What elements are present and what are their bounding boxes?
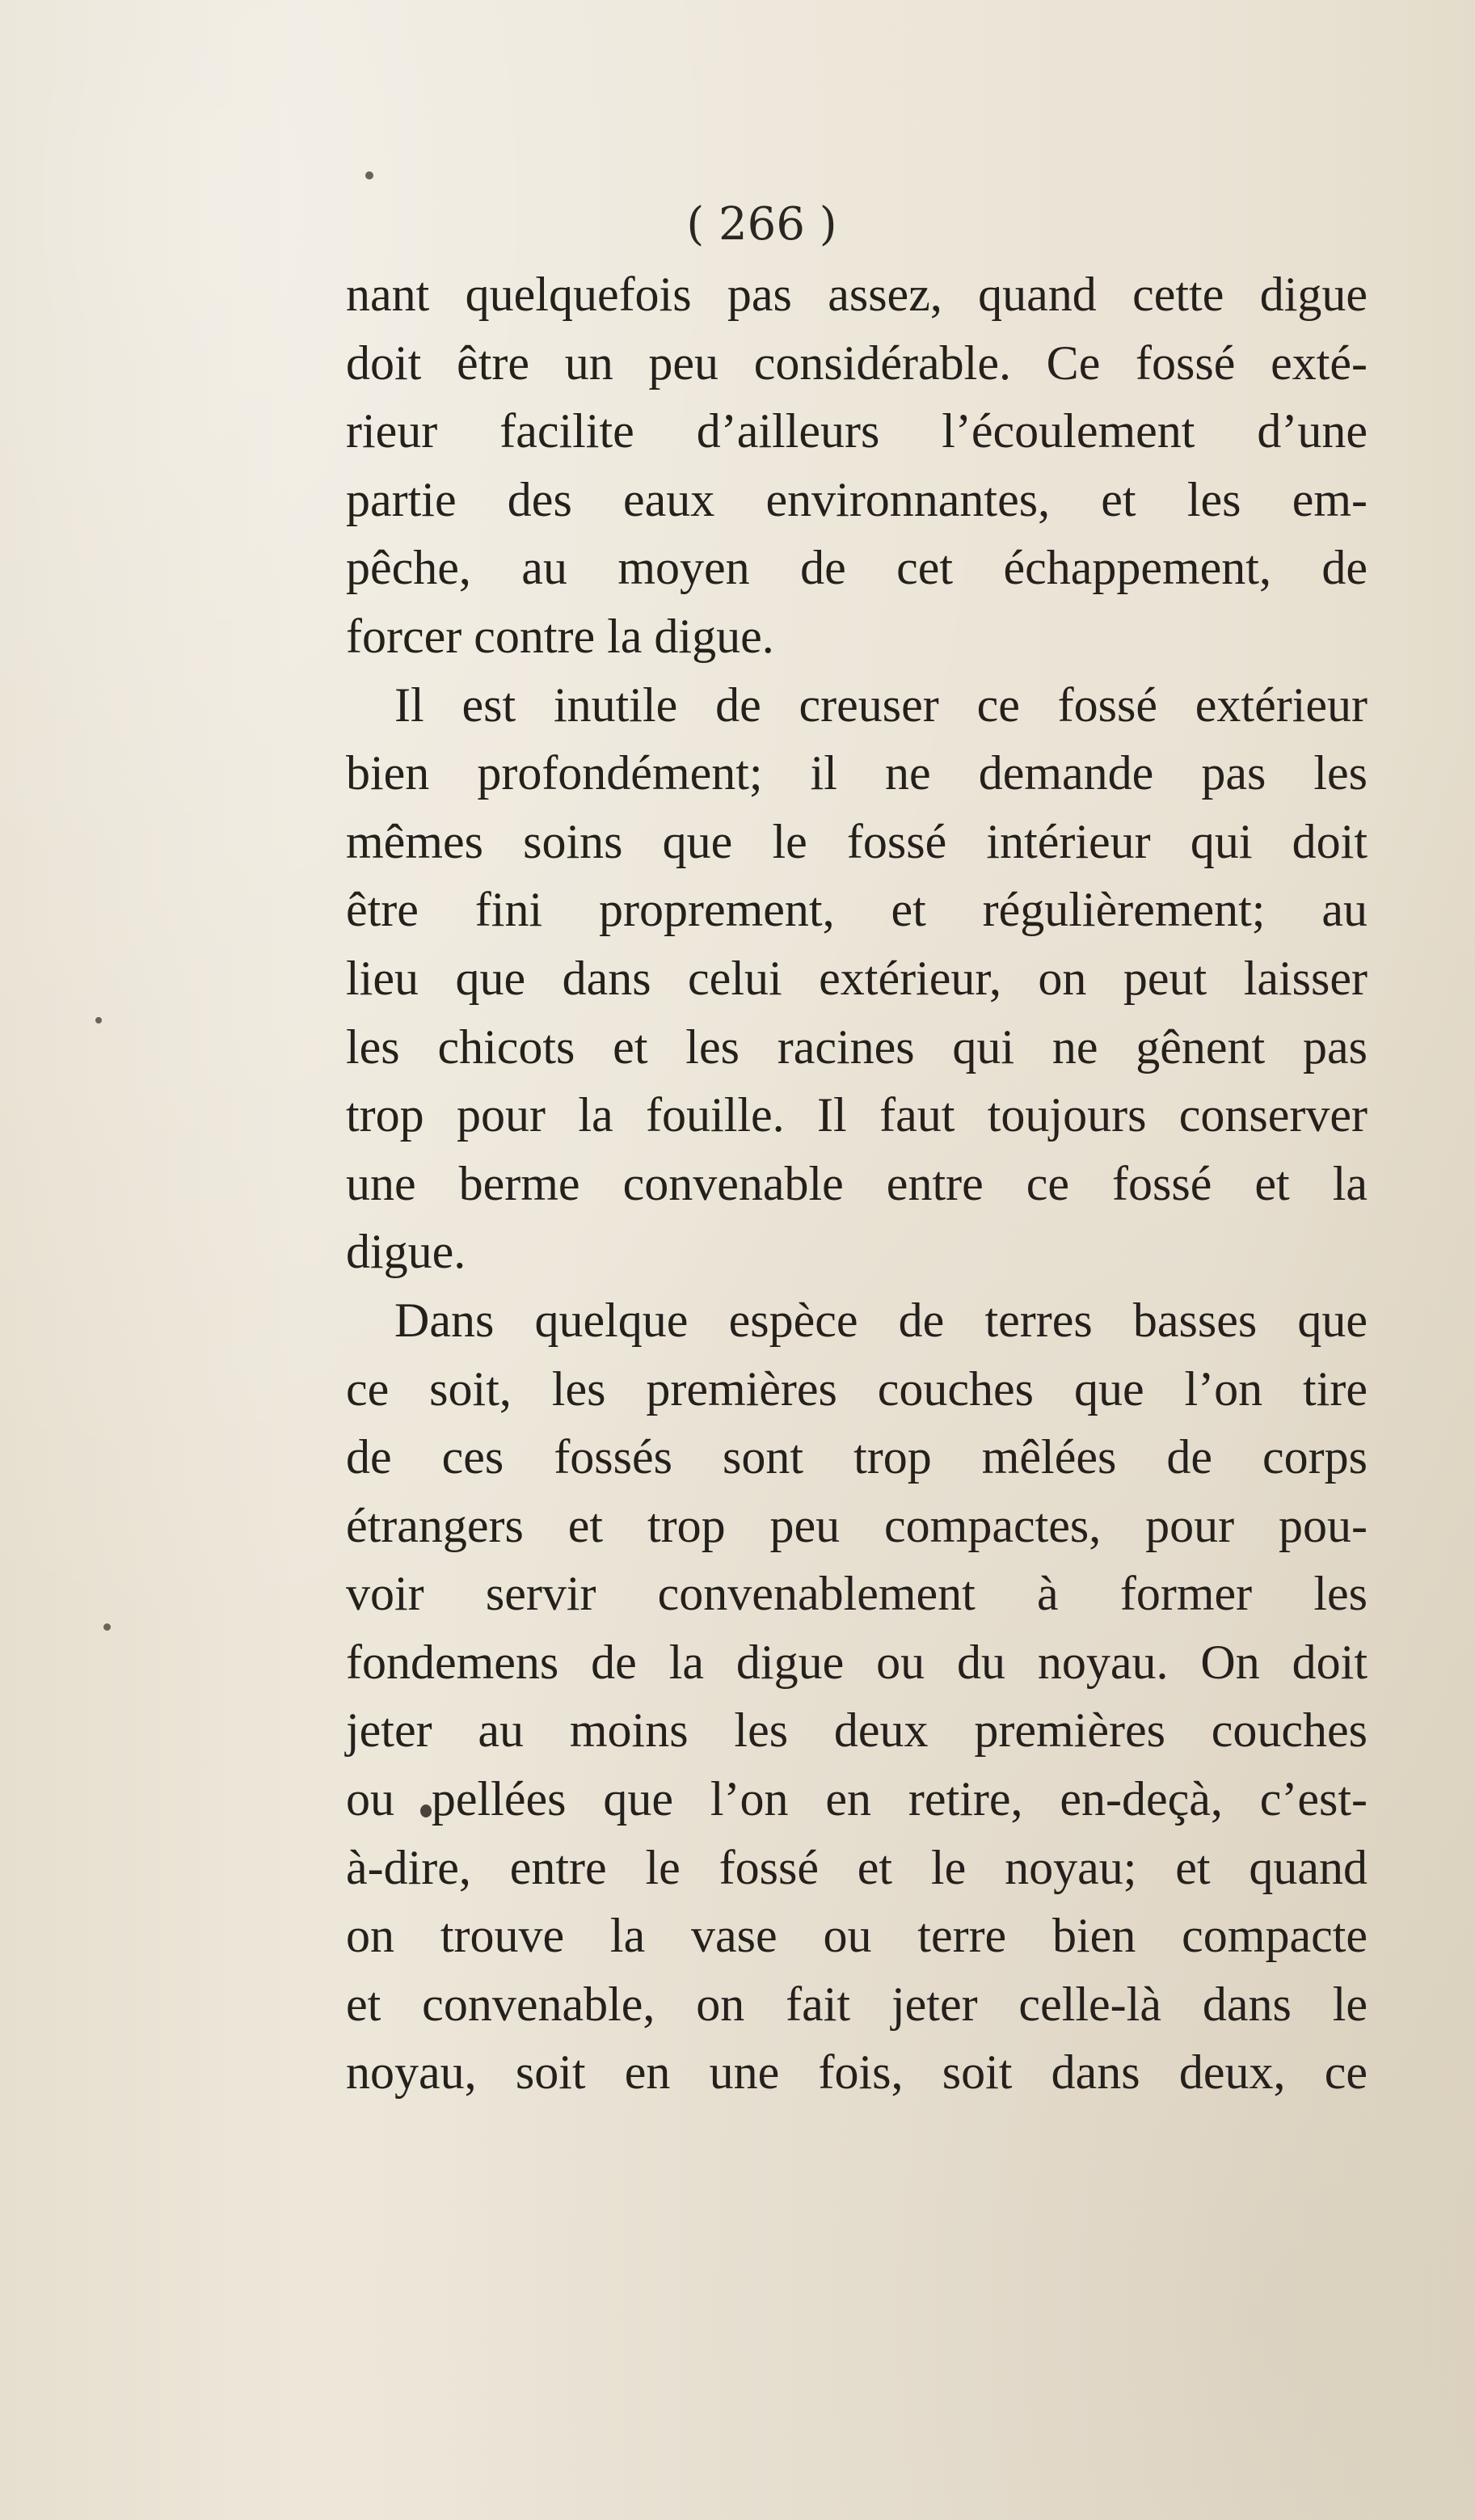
text-line: ce soit, les premières couches que l’on tire <box>346 1361 1368 1416</box>
text-line: rieur facilite d’ailleurs l’écoulement d’une <box>346 404 1368 458</box>
text-line: et convenable, on fait jeter celle-là dans le <box>346 1977 1368 2031</box>
text-line: étrangers et trop peu compactes, pour pou- <box>346 1498 1368 1552</box>
page-number: ( 266 ) <box>686 198 837 251</box>
text-line: jeter au moins les deux premières couches <box>346 1703 1368 1758</box>
ink-speck <box>103 1623 111 1631</box>
text-line: être fini proprement, et régulièrement; au <box>346 883 1368 937</box>
text-line: nant quelquefois pas assez, quand cette digue <box>346 268 1368 321</box>
text-line: fondemens de la digue ou du noyau. On doit <box>346 1635 1368 1689</box>
text-line: Dans quelque espèce de terres basses que <box>394 1293 1368 1347</box>
ink-speck <box>365 171 373 179</box>
text-line: forcer contre la digue. <box>346 609 774 663</box>
ink-speck <box>95 1017 102 1024</box>
text-line: bien profondément; il ne demande pas les <box>346 746 1368 800</box>
text-line: à-dire, entre le fossé et le noyau; et quand <box>346 1840 1368 1894</box>
body-text <box>346 260 1368 2107</box>
text-line: lieu que dans celui extérieur, on peut laisser <box>346 951 1368 1005</box>
text-line: noyau, soit en une fois, soit dans deux, ce <box>346 2045 1368 2100</box>
text-line: les chicots et les racines qui ne gênent pas <box>346 1019 1368 1074</box>
text-line: trop pour la fouille. Il faut toujours conserver <box>346 1088 1368 1142</box>
text-line: on trouve la vase ou terre bien compacte <box>346 1909 1368 1963</box>
text-line: mêmes soins que le fossé intérieur qui doit <box>346 814 1368 868</box>
text-line: voir servir convenablement à former les <box>346 1567 1368 1621</box>
text-line: pêche, au moyen de cet échappement, de <box>346 541 1368 595</box>
text-line: doit être un peu considérable. Ce fossé exté- <box>346 336 1368 390</box>
text-line: partie des eaux environnantes, et les em- <box>346 472 1368 526</box>
text-line: ou pellées que l’on en retire, en-deçà, c’est- <box>346 1772 1368 1826</box>
text-line: de ces fossés sont trop mêlées de corps <box>346 1430 1368 1484</box>
text-line: une berme convenable entre ce fossé et la <box>346 1156 1368 1210</box>
text-line: Il est inutile de creuser ce fossé extérieur <box>394 677 1368 732</box>
text-line: digue. <box>346 1225 466 1279</box>
